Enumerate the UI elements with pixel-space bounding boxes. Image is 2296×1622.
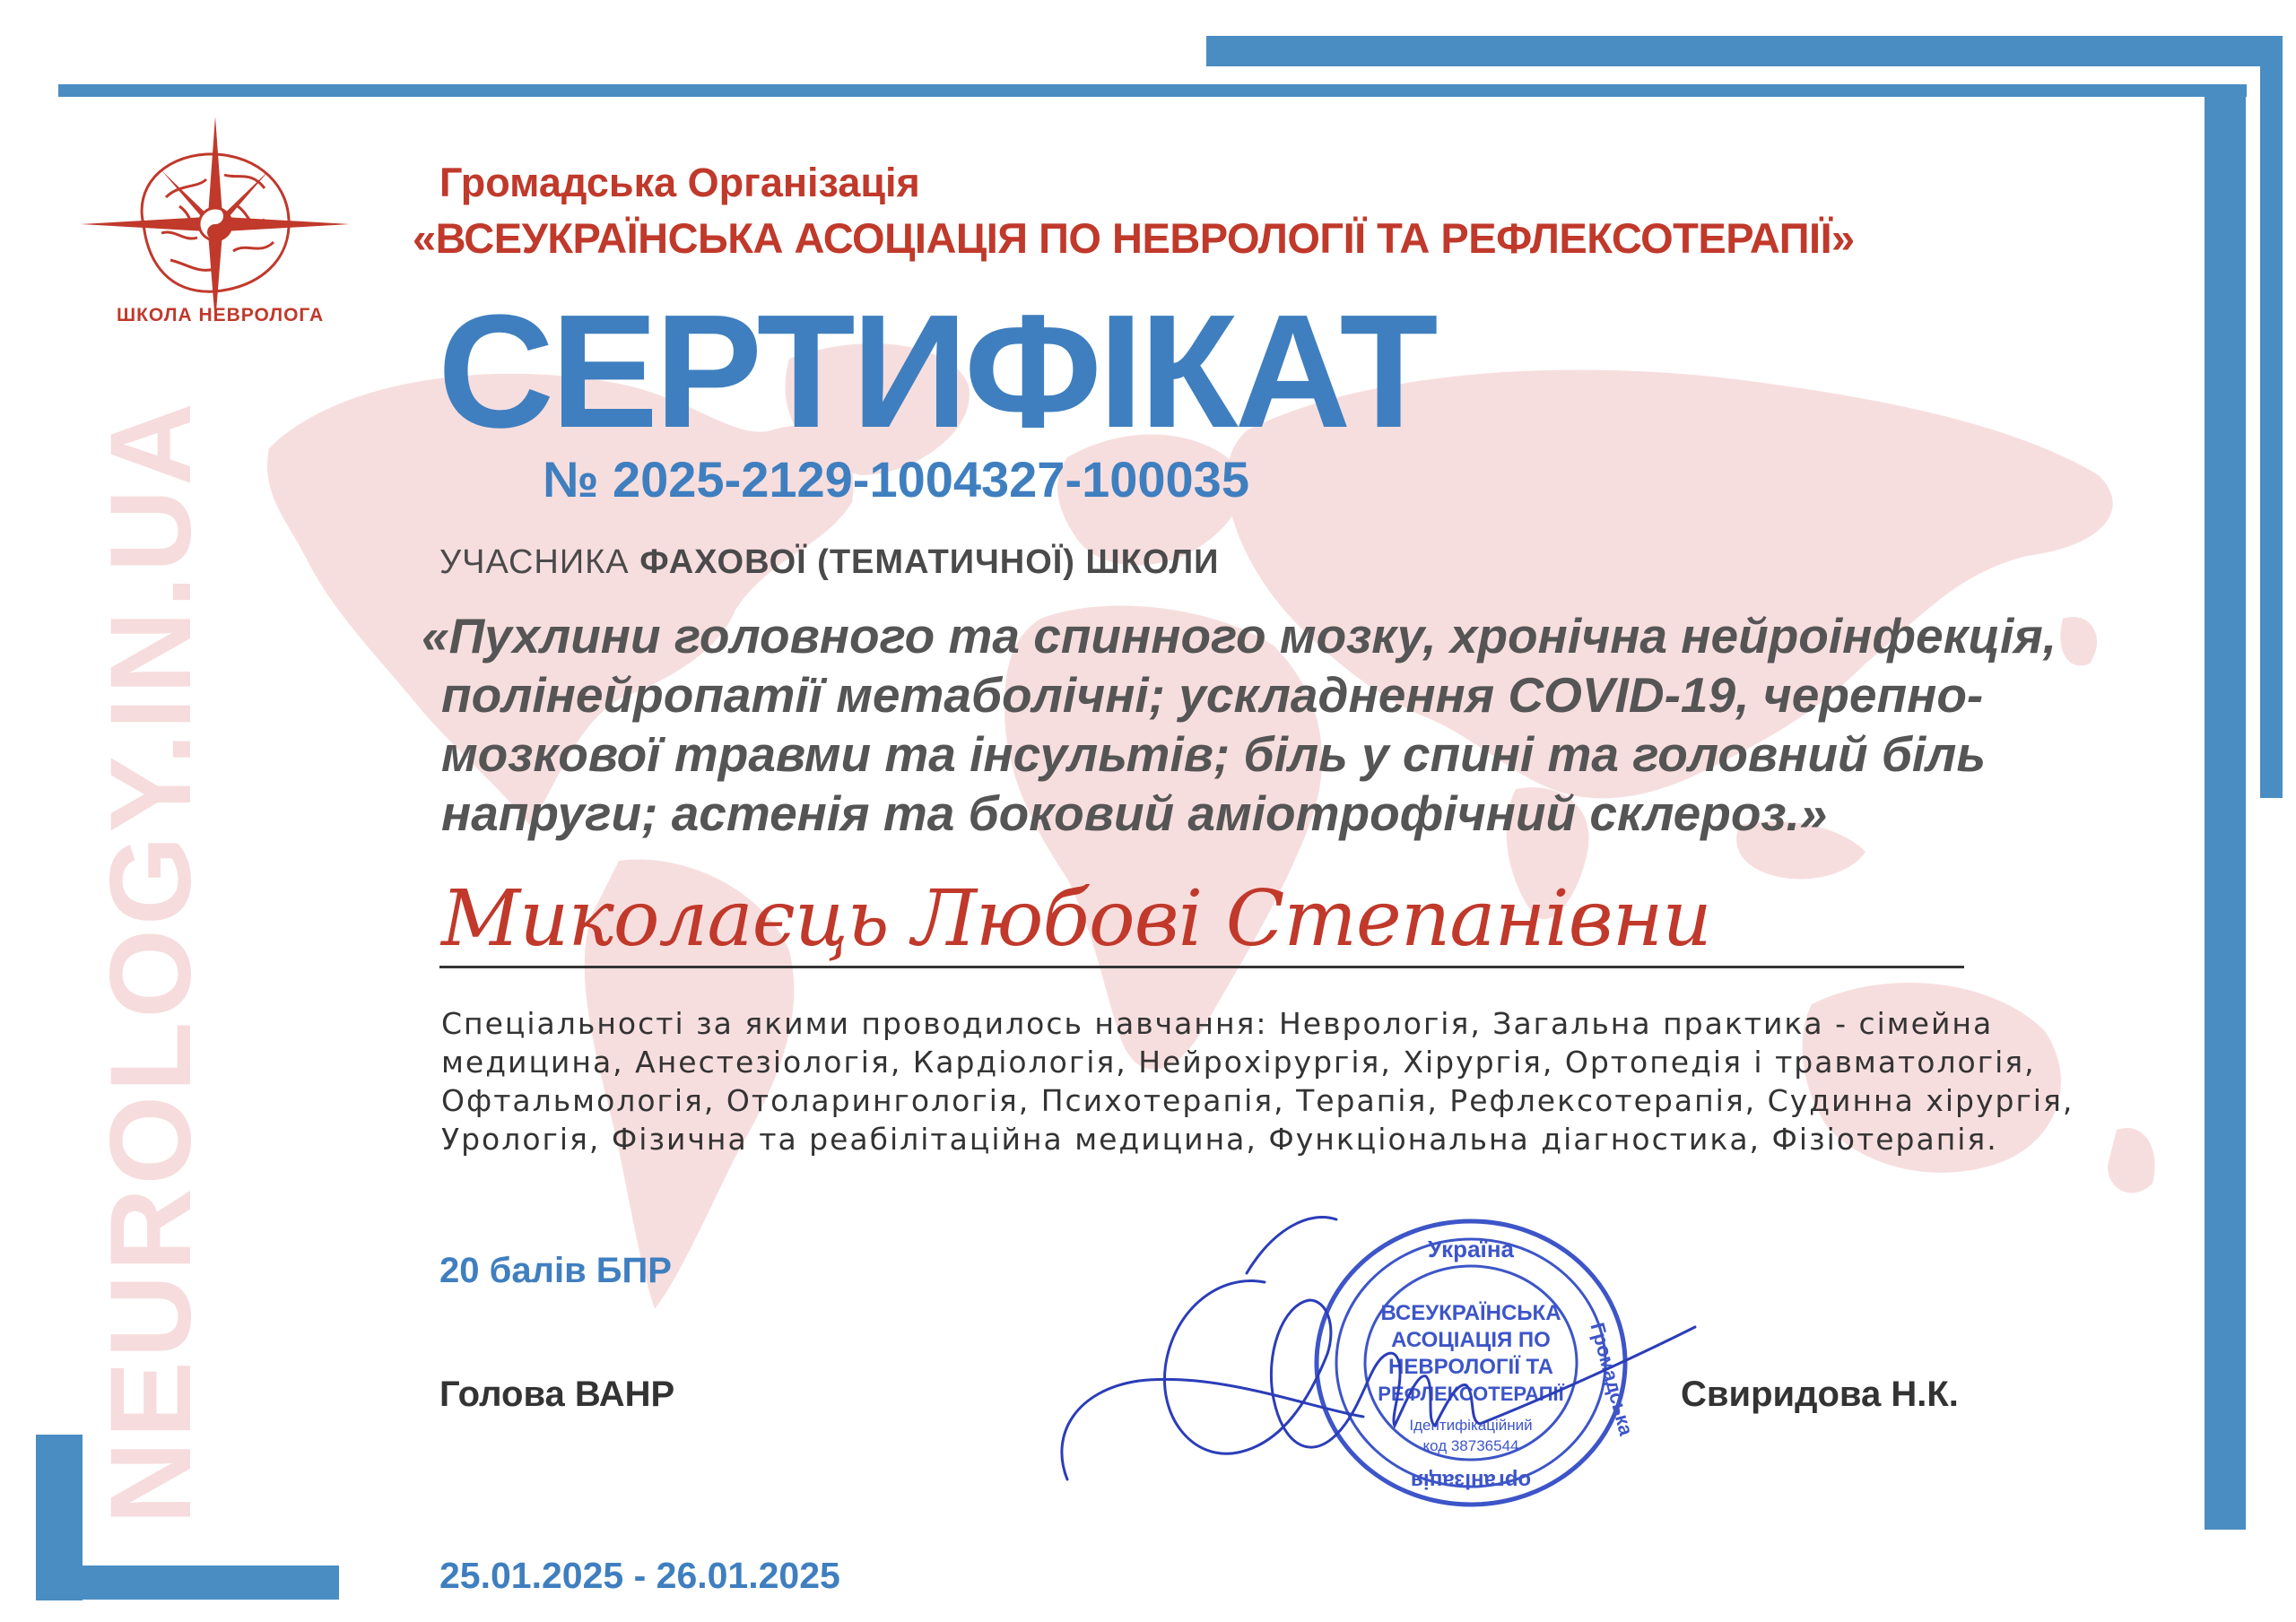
logo-caption: ШКОЛА НЕВРОЛОГА — [117, 305, 325, 325]
event-dates: 25.01.2025 - 26.01.2025 — [439, 1555, 840, 1596]
specialties-line: Спеціальності за якими проводилось навчання: Неврологія, Загальна практика - сімейна — [441, 1006, 1994, 1041]
cpd-points: 20 балів БПР — [439, 1251, 672, 1290]
frame-top-outer — [1206, 36, 2283, 66]
recipient-underline — [439, 966, 1964, 968]
stamp-side-text: Громадська — [1586, 1320, 1639, 1438]
signer-name: Свиридова Н.К. — [1681, 1375, 1959, 1414]
frame-right-inner — [2205, 84, 2246, 1530]
participant-school: ФАХОВОЇ (ТЕМАТИЧНОЇ) ШКОЛИ — [639, 543, 1220, 581]
website-watermark: NEUROLOGY.IN.UA — [87, 399, 215, 1524]
frame-top-inner — [58, 84, 2247, 97]
frame-bottom-left — [36, 1566, 339, 1600]
brain-compass-logo-icon — [81, 117, 350, 323]
handwritten-signature — [1040, 1193, 1704, 1515]
topic-line: напруги; астенія та боковий аміотрофічний склероз.» — [441, 785, 1828, 841]
stamp-top-text: Україна — [1427, 1236, 1515, 1262]
stamp-center-line: РЕФЛЕКСОТЕРАПІЇ — [1378, 1383, 1564, 1405]
stamp-center-line: ВСЕУКРАЇНСЬКА — [1380, 1301, 1561, 1325]
topic-line: полінейропатії метаболічні; ускладнення COVID-19, черепно- — [441, 667, 1984, 723]
topic-line: мозкової травми та інсультів; біль у спині та головний біль — [441, 726, 1987, 782]
participant-prefix: УЧАСНИКА — [439, 543, 630, 581]
organization-type: Громадська Організація — [439, 160, 920, 205]
frame-right-outer — [2260, 36, 2283, 798]
participant-line — [439, 543, 1219, 582]
specialties-line: Офтальмологія, Отоларингологія, Психотерапія, Терапія, Рефлексотерапія, Судинна хірургія, — [441, 1083, 2074, 1118]
stamp-bottom-text: організація — [1410, 1469, 1532, 1493]
stamp-center-line: НЕВРОЛОГІЇ ТА — [1388, 1355, 1553, 1379]
certificate-number: № 2025-2129-1004327-100035 — [543, 451, 1249, 507]
stamp-id-code: код 38736544 — [1422, 1437, 1519, 1454]
organization-name: «ВСЕУКРАЇНСЬКА АСОЦІАЦІЯ ПО НЕВРОЛОГІЇ ТА РЕФЛЕКСОТЕРАПІЇ» — [413, 214, 1855, 262]
specialties-line: Урологія, Фізична та реабілітаційна медицина, Функціональна діагностика, Фізіотерапія. — [441, 1122, 1998, 1157]
signer-role: Голова ВАНР — [439, 1375, 675, 1414]
specialties-text — [441, 1004, 2145, 1158]
recipient-name: Миколаєць Любові Степанівни — [441, 874, 1711, 964]
stamp-id-label: Ідентифікаційний — [1409, 1417, 1533, 1434]
certificate-title: СЕРТИФІКАТ — [438, 282, 1435, 462]
stamp-center-line: АСОЦІАЦІЯ ПО — [1391, 1328, 1551, 1352]
specialties-line: медицина, Анестезіологія, Кардіологія, Нейрохірургія, Хірургія, Ортопедія і травматологія, — [441, 1045, 2036, 1080]
topic-line: «Пухлини головного та спинного мозку, хронічна нейроінфекція, — [422, 608, 2057, 664]
school-topic — [422, 606, 2126, 843]
